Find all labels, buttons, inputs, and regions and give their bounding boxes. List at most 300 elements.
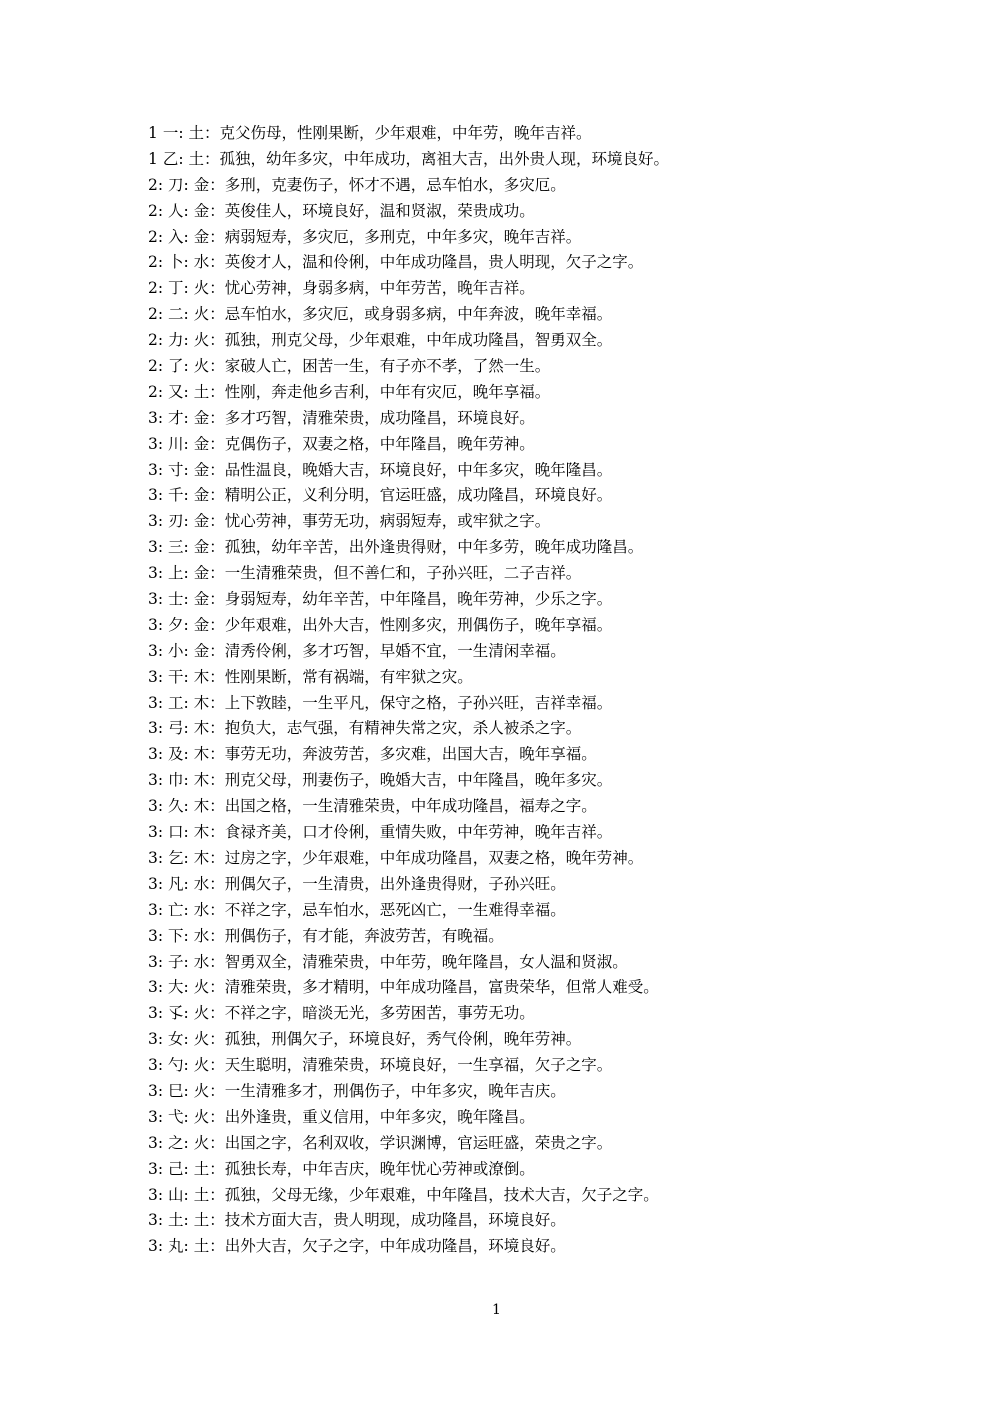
separator: : bbox=[157, 952, 169, 971]
separator: ： bbox=[209, 357, 225, 376]
separator: : bbox=[183, 512, 194, 531]
separator: ： bbox=[209, 590, 225, 609]
separator: : bbox=[183, 590, 194, 609]
separator: ： bbox=[209, 848, 225, 867]
list-item bbox=[148, 975, 948, 1001]
separator: ： bbox=[209, 175, 225, 194]
list-item bbox=[148, 225, 948, 251]
stroke-count: 3 bbox=[148, 900, 158, 919]
list-item bbox=[148, 380, 948, 406]
element: 木 bbox=[193, 823, 210, 842]
separator: : bbox=[157, 253, 169, 272]
separator: ： bbox=[209, 978, 225, 997]
character: 工 bbox=[168, 693, 184, 712]
separator: ： bbox=[209, 512, 225, 531]
character: 口 bbox=[168, 823, 184, 842]
stroke-count: 3 bbox=[148, 1030, 158, 1049]
separator: : bbox=[183, 305, 194, 324]
element: 土 bbox=[193, 1185, 210, 1204]
separator: : bbox=[157, 900, 169, 919]
meaning: 家破人亡，困苦一生，有子亦不孝，了然一生。 bbox=[224, 357, 551, 376]
element: 金 bbox=[193, 201, 210, 220]
separator: : bbox=[183, 719, 194, 738]
element: 金 bbox=[193, 486, 210, 505]
meaning: 多刑，克妻伤子，怀才不遇，忌车怕水，多灾厄。 bbox=[224, 175, 566, 194]
element: 水 bbox=[193, 874, 210, 893]
element: 火 bbox=[193, 279, 210, 298]
list-item bbox=[148, 121, 948, 147]
separator: ： bbox=[209, 1004, 225, 1023]
meaning: 孤独长寿，中年吉庆，晚年忧心劳神或潦倒。 bbox=[224, 1159, 535, 1178]
separator: : bbox=[183, 201, 194, 220]
meaning: 孤独，刑克父母，少年艰难，中年成功隆昌，智勇双全。 bbox=[224, 331, 613, 350]
element: 水 bbox=[193, 253, 210, 272]
character: 丁 bbox=[168, 279, 184, 298]
character: 刃 bbox=[168, 512, 184, 531]
character: 刀 bbox=[168, 175, 184, 194]
separator: ： bbox=[209, 253, 225, 272]
separator: : bbox=[183, 564, 194, 583]
list-item bbox=[148, 794, 948, 820]
character: 下 bbox=[168, 926, 184, 945]
separator: : bbox=[157, 848, 169, 867]
separator: : bbox=[183, 538, 194, 557]
separator: ： bbox=[209, 745, 225, 764]
separator: : bbox=[157, 1030, 169, 1049]
list-item bbox=[148, 250, 948, 276]
list-item bbox=[148, 199, 948, 225]
meaning: 身弱短寿，幼年辛苦，中年隆昌，晚年劳神，少乐之字。 bbox=[224, 590, 613, 609]
character: 亡 bbox=[168, 900, 184, 919]
stroke-count: 3 bbox=[148, 1004, 158, 1023]
stroke-count: 2 bbox=[148, 227, 158, 246]
stroke-count: 3 bbox=[148, 538, 158, 557]
list-item bbox=[148, 1053, 948, 1079]
meaning: 克父伤母，性刚果断，少年艰难，中年劳，晚年吉祥。 bbox=[219, 124, 592, 142]
separator: : bbox=[183, 408, 194, 427]
separator: : bbox=[157, 978, 169, 997]
stroke-count: 1 bbox=[148, 149, 158, 168]
separator: : bbox=[157, 641, 169, 660]
separator: : bbox=[157, 512, 169, 531]
meaning: 精明公正，义利分明，官运旺盛，成功隆昌，环境良好。 bbox=[224, 486, 613, 505]
separator: ： bbox=[209, 797, 225, 816]
meaning: 食禄齐美，口才伶俐，重情失败，中年劳神，晚年吉祥。 bbox=[224, 823, 613, 842]
meaning: 克偶伤子，双妻之格，中年隆昌，晚年劳神。 bbox=[224, 434, 535, 453]
meaning: 天生聪明，清雅荣贵，环境良好，一生享福，欠子之字。 bbox=[224, 1056, 613, 1075]
meaning: 一生清雅多才，刑偶伤子，中年多灾，晚年吉庆。 bbox=[224, 1081, 566, 1100]
separator: : bbox=[183, 253, 194, 272]
stroke-count: 3 bbox=[148, 848, 158, 867]
separator: : bbox=[183, 1185, 194, 1204]
element: 火 bbox=[193, 331, 210, 350]
list-item bbox=[148, 1208, 948, 1234]
stroke-count: 3 bbox=[148, 823, 158, 842]
separator: : bbox=[183, 1211, 194, 1230]
separator: ： bbox=[209, 434, 225, 453]
list-item bbox=[148, 535, 948, 561]
character: 才 bbox=[168, 408, 184, 427]
separator: : bbox=[183, 823, 194, 842]
element: 金 bbox=[193, 538, 210, 557]
separator: : bbox=[157, 227, 169, 246]
stroke-count: 3 bbox=[148, 978, 158, 997]
separator: ： bbox=[209, 382, 225, 401]
list-item bbox=[148, 768, 948, 794]
character: 凡 bbox=[168, 874, 184, 893]
character: 千 bbox=[168, 486, 184, 505]
meaning: 抱负大，志气强，有精神失常之灾，杀人被杀之字。 bbox=[224, 719, 582, 738]
stroke-count: 3 bbox=[148, 1081, 158, 1100]
element: 土 bbox=[193, 1211, 210, 1230]
list-item bbox=[148, 354, 948, 380]
separator: : bbox=[157, 460, 169, 479]
element: 金 bbox=[193, 615, 210, 634]
stroke-count: 3 bbox=[148, 1237, 158, 1256]
separator: : bbox=[157, 874, 169, 893]
list-item bbox=[148, 665, 948, 691]
separator: ： bbox=[209, 227, 225, 246]
character: 大 bbox=[168, 978, 184, 997]
separator: : bbox=[183, 1159, 194, 1178]
separator: : bbox=[183, 434, 194, 453]
stroke-count: 3 bbox=[148, 460, 158, 479]
separator: : bbox=[157, 1056, 169, 1075]
stroke-count: 2 bbox=[148, 279, 158, 298]
separator: ： bbox=[209, 331, 225, 350]
list-item bbox=[148, 716, 948, 742]
character: 山 bbox=[168, 1185, 184, 1204]
meaning: 出外大吉，欠子之字，中年成功隆昌，环境良好。 bbox=[224, 1237, 566, 1256]
stroke-count: 3 bbox=[148, 719, 158, 738]
stroke-count: 2 bbox=[148, 175, 158, 194]
separator: : bbox=[157, 719, 169, 738]
separator: : bbox=[157, 745, 169, 764]
separator: ： bbox=[209, 1185, 225, 1204]
character: 二 bbox=[168, 305, 184, 324]
list-item bbox=[148, 432, 948, 458]
meaning: 清雅荣贵，多才精明，中年成功隆昌，富贵荣华，但常人难受。 bbox=[224, 978, 659, 997]
stroke-count: 3 bbox=[148, 874, 158, 893]
stroke-count: 3 bbox=[148, 564, 158, 583]
separator: : bbox=[183, 667, 194, 686]
meaning: 多才巧智，清雅荣贵，成功隆昌，环境良好。 bbox=[224, 408, 535, 427]
list-item bbox=[148, 613, 948, 639]
element: 金 bbox=[193, 408, 210, 427]
separator: : bbox=[183, 693, 194, 712]
stroke-count: 3 bbox=[148, 693, 158, 712]
stroke-count: 3 bbox=[148, 952, 158, 971]
list-item bbox=[148, 1001, 948, 1027]
character-list bbox=[148, 121, 948, 1260]
separator: : bbox=[157, 305, 169, 324]
separator: : bbox=[183, 1081, 194, 1100]
element: 水 bbox=[193, 952, 210, 971]
separator: ： bbox=[209, 1211, 225, 1230]
meaning: 出国之格，一生清雅荣贵，中年成功隆昌，福寿之字。 bbox=[224, 797, 597, 816]
character: 土 bbox=[168, 1211, 184, 1230]
meaning: 事劳无功，奔波劳苦，多灾难，出国大吉，晚年享福。 bbox=[224, 745, 597, 764]
separator: : bbox=[183, 1030, 194, 1049]
element: 金 bbox=[193, 512, 210, 531]
separator: : bbox=[157, 1004, 169, 1023]
separator: ： bbox=[209, 460, 225, 479]
stroke-count: 3 bbox=[148, 797, 158, 816]
separator: ： bbox=[209, 1159, 225, 1178]
separator: ： bbox=[209, 900, 225, 919]
list-item bbox=[148, 1079, 948, 1105]
character: 卜 bbox=[168, 253, 184, 272]
separator: ： bbox=[209, 201, 225, 220]
element: 火 bbox=[193, 1081, 210, 1100]
character: 小 bbox=[168, 641, 184, 660]
separator: : bbox=[183, 1133, 194, 1152]
list-item bbox=[148, 561, 948, 587]
list-item bbox=[148, 147, 948, 173]
character: 又 bbox=[168, 382, 184, 401]
element: 金 bbox=[193, 641, 210, 660]
separator: ： bbox=[209, 823, 225, 842]
character: 干 bbox=[168, 667, 184, 686]
separator: : bbox=[183, 848, 194, 867]
list-item bbox=[148, 483, 948, 509]
separator: : bbox=[157, 175, 169, 194]
separator: : bbox=[157, 1133, 169, 1152]
meaning: 忧心劳神，身弱多病，中年劳苦，晚年吉祥。 bbox=[224, 279, 535, 298]
separator: : bbox=[157, 797, 169, 816]
stroke-count: 3 bbox=[148, 1056, 158, 1075]
separator: : bbox=[183, 745, 194, 764]
separator: : bbox=[183, 227, 194, 246]
meaning: 一生清雅荣贵，但不善仁和，子孙兴旺，二子吉祥。 bbox=[224, 564, 582, 583]
meaning: 品性温良，晚婚大吉，环境良好，中年多灾，晚年隆昌。 bbox=[224, 460, 613, 479]
list-item bbox=[148, 302, 948, 328]
list-item bbox=[148, 509, 948, 535]
list-item bbox=[148, 328, 948, 354]
meaning: 性刚果断，常有祸端，有牢狱之灾。 bbox=[224, 667, 473, 686]
separator: ： bbox=[209, 615, 225, 634]
character: 巳 bbox=[168, 1081, 184, 1100]
meaning: 性刚，奔走他乡吉利，中年有灾厄，晚年享福。 bbox=[224, 382, 551, 401]
separator: : bbox=[183, 460, 194, 479]
meaning: 少年艰难，出外大吉，性刚多灾，刑偶伤子，晚年享福。 bbox=[224, 615, 613, 634]
separator: : bbox=[157, 201, 169, 220]
meaning: 忧心劳神，事劳无功，病弱短寿，或牢狱之字。 bbox=[224, 512, 551, 531]
character: 己 bbox=[168, 1159, 184, 1178]
list-item bbox=[148, 950, 948, 976]
separator: ： bbox=[209, 408, 225, 427]
meaning: 刑偶欠子，一生清贵，出外逢贵得财，子孙兴旺。 bbox=[224, 874, 566, 893]
element: 木 bbox=[193, 797, 210, 816]
separator: : bbox=[183, 175, 194, 194]
meaning: 英俊佳人，环境良好，温和贤淑，荣贵成功。 bbox=[224, 201, 535, 220]
separator: : bbox=[183, 279, 194, 298]
list-item bbox=[148, 691, 948, 717]
character: 勺 bbox=[168, 1056, 184, 1075]
character: 子 bbox=[168, 952, 184, 971]
element: 火 bbox=[193, 357, 210, 376]
element: 金 bbox=[193, 434, 210, 453]
meaning: 刑偶伤子，有才能，奔波劳苦，有晚福。 bbox=[224, 926, 504, 945]
separator: : bbox=[157, 564, 169, 583]
element: 火 bbox=[193, 1107, 210, 1126]
meaning: 孤独，父母无缘，少年艰难，中年隆昌，技术大吉，欠子之字。 bbox=[224, 1185, 659, 1204]
meaning: 技术方面大吉，贵人明现，成功隆昌，环境良好。 bbox=[224, 1211, 566, 1230]
meaning: 忌车怕水，多灾厄，或身弱多病，中年奔波，晚年幸福。 bbox=[224, 305, 613, 324]
list-item bbox=[148, 1105, 948, 1131]
list-item bbox=[148, 458, 948, 484]
element: 土 bbox=[193, 1237, 210, 1256]
character: 之 bbox=[168, 1133, 184, 1152]
separator: ： bbox=[204, 149, 220, 168]
stroke-count: 3 bbox=[148, 667, 158, 686]
meaning: 不祥之字，暗淡无光，多劳困苦，事劳无功。 bbox=[224, 1004, 535, 1023]
separator: : bbox=[157, 1237, 169, 1256]
list-item bbox=[148, 276, 948, 302]
stroke-count: 3 bbox=[148, 926, 158, 945]
separator: : bbox=[157, 615, 169, 634]
character: 乞 bbox=[168, 848, 184, 867]
separator: : bbox=[178, 149, 189, 168]
meaning: 病弱短寿，多灾厄，多刑克，中年多灾，晚年吉祥。 bbox=[224, 227, 582, 246]
separator: : bbox=[183, 900, 194, 919]
separator: : bbox=[178, 124, 189, 142]
separator: : bbox=[157, 823, 169, 842]
character: 一 bbox=[162, 124, 179, 142]
character: 女 bbox=[168, 1030, 184, 1049]
element: 金 bbox=[193, 460, 210, 479]
meaning: 孤独，刑偶欠子，环境良好，秀气伶俐，晚年劳神。 bbox=[224, 1030, 582, 1049]
element: 木 bbox=[193, 693, 210, 712]
meaning: 上下敦睦，一生平凡，保守之格，子孙兴旺，吉祥幸福。 bbox=[224, 693, 613, 712]
element: 火 bbox=[193, 1056, 210, 1075]
stroke-count: 3 bbox=[148, 615, 158, 634]
character: 人 bbox=[168, 201, 184, 220]
separator: ： bbox=[209, 771, 225, 790]
stroke-count: 3 bbox=[148, 590, 158, 609]
character: 士 bbox=[168, 590, 184, 609]
separator: : bbox=[183, 1237, 194, 1256]
list-item bbox=[148, 587, 948, 613]
separator: ： bbox=[209, 279, 225, 298]
element: 金 bbox=[193, 590, 210, 609]
separator: : bbox=[183, 771, 194, 790]
character: 及 bbox=[168, 745, 184, 764]
separator: : bbox=[157, 279, 169, 298]
element: 土 bbox=[188, 124, 204, 142]
element: 火 bbox=[193, 305, 210, 324]
stroke-count: 3 bbox=[148, 771, 158, 790]
separator: ： bbox=[209, 1030, 225, 1049]
separator: : bbox=[183, 926, 194, 945]
separator: : bbox=[157, 771, 169, 790]
character: 力 bbox=[168, 331, 184, 350]
list-item bbox=[148, 820, 948, 846]
separator: ： bbox=[209, 719, 225, 738]
separator: ： bbox=[209, 1081, 225, 1100]
meaning: 英俊才人，温和伶俐，中年成功隆昌，贵人明现，欠子之字。 bbox=[224, 253, 644, 272]
element: 金 bbox=[193, 175, 210, 194]
separator: : bbox=[183, 978, 194, 997]
list-item bbox=[148, 1183, 948, 1209]
stroke-count: 2 bbox=[148, 382, 158, 401]
separator: ： bbox=[209, 1133, 225, 1152]
separator: : bbox=[157, 1107, 169, 1126]
list-item bbox=[148, 1027, 948, 1053]
element: 金 bbox=[193, 564, 210, 583]
list-item bbox=[148, 1234, 948, 1260]
separator: ： bbox=[209, 305, 225, 324]
character: 三 bbox=[168, 538, 184, 557]
separator: : bbox=[157, 926, 169, 945]
separator: : bbox=[157, 538, 169, 557]
element: 火 bbox=[193, 1133, 210, 1152]
stroke-count: 3 bbox=[148, 1133, 158, 1152]
element: 土 bbox=[188, 149, 204, 168]
list-item bbox=[148, 173, 948, 199]
stroke-count: 3 bbox=[148, 408, 158, 427]
stroke-count: 3 bbox=[148, 1185, 158, 1204]
list-item bbox=[148, 1157, 948, 1183]
character: 夕 bbox=[168, 615, 184, 634]
meaning: 刑克父母，刑妻伤子，晚婚大吉，中年隆昌，晚年多灾。 bbox=[224, 771, 613, 790]
element: 土 bbox=[193, 382, 210, 401]
separator: : bbox=[183, 486, 194, 505]
character: 丸 bbox=[168, 1237, 184, 1256]
separator: ： bbox=[209, 641, 225, 660]
separator: : bbox=[157, 590, 169, 609]
meaning: 清秀伶俐，多才巧智，早婚不宜，一生清闲幸福。 bbox=[224, 641, 566, 660]
separator: : bbox=[183, 1056, 194, 1075]
separator: : bbox=[183, 641, 194, 660]
list-item bbox=[148, 742, 948, 768]
page-number: 1 bbox=[492, 1302, 501, 1318]
separator: : bbox=[157, 693, 169, 712]
separator: : bbox=[157, 1211, 169, 1230]
element: 火 bbox=[193, 1030, 210, 1049]
character: 乙 bbox=[162, 149, 179, 168]
element: 火 bbox=[193, 978, 210, 997]
character: 弋 bbox=[168, 1107, 184, 1126]
separator: ： bbox=[209, 1107, 225, 1126]
element: 木 bbox=[193, 848, 210, 867]
separator: ： bbox=[209, 874, 225, 893]
meaning: 不祥之字，忌车怕水，恶死凶亡，一生难得幸福。 bbox=[224, 900, 566, 919]
list-item bbox=[148, 1131, 948, 1157]
element: 木 bbox=[193, 745, 210, 764]
separator: ： bbox=[209, 564, 225, 583]
separator: : bbox=[183, 382, 194, 401]
stroke-count: 3 bbox=[148, 641, 158, 660]
list-item bbox=[148, 406, 948, 432]
separator: ： bbox=[209, 952, 225, 971]
stroke-count: 2 bbox=[148, 357, 158, 376]
separator: : bbox=[157, 1081, 169, 1100]
list-item bbox=[148, 898, 948, 924]
stroke-count: 2 bbox=[148, 201, 158, 220]
list-item bbox=[148, 872, 948, 898]
character: 入 bbox=[168, 227, 184, 246]
separator: : bbox=[183, 357, 194, 376]
separator: : bbox=[157, 1159, 169, 1178]
stroke-count: 1 bbox=[148, 124, 158, 142]
separator: : bbox=[157, 331, 169, 350]
separator: : bbox=[157, 486, 169, 505]
stroke-count: 3 bbox=[148, 1211, 158, 1230]
separator: ： bbox=[209, 693, 225, 712]
separator: : bbox=[183, 615, 194, 634]
stroke-count: 2 bbox=[148, 253, 158, 272]
